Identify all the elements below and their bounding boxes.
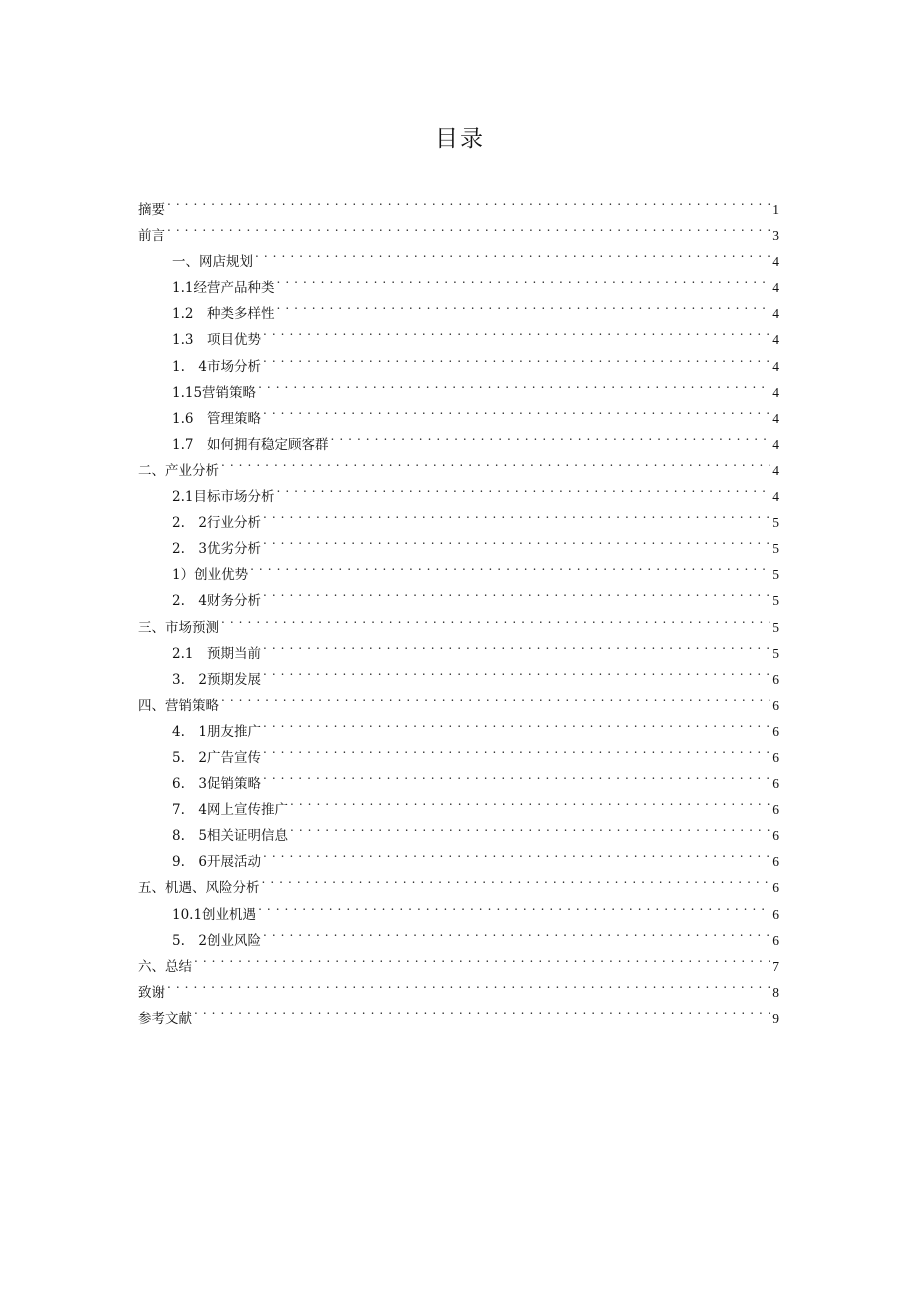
toc-entry-title: 5. 2创业风险 bbox=[172, 932, 261, 949]
toc-entry-title: 摘要 bbox=[138, 202, 165, 218]
toc-entry-title: 7. 4网上宣传推广 bbox=[172, 802, 288, 819]
toc-entry[interactable] bbox=[138, 997, 779, 1027]
toc-entry-page-number: 8 bbox=[772, 984, 779, 1000]
toc-entry-title: 五、机遇、风险分析 bbox=[138, 880, 260, 897]
toc-dot-leader bbox=[263, 527, 770, 553]
toc-dot-leader bbox=[263, 632, 770, 658]
toc-dot-leader bbox=[258, 371, 770, 397]
toc-entry-page-number: 5 bbox=[772, 619, 779, 635]
toc-entry-title: 2. 2行业分析 bbox=[172, 515, 261, 532]
toc-entry-title: 一、网店规划 bbox=[172, 254, 253, 271]
toc-entry-title: 8. 5相关证明信息 bbox=[172, 828, 288, 845]
toc-entry-page-number: 6 bbox=[772, 776, 779, 792]
toc-dot-leader bbox=[263, 345, 770, 371]
toc-dot-leader bbox=[221, 606, 770, 632]
toc-dot-leader bbox=[167, 971, 770, 997]
toc-dot-leader bbox=[258, 893, 770, 919]
toc-entry-title: 前言 bbox=[138, 228, 165, 245]
toc-entry-title: 10.1创业机遇 bbox=[172, 906, 257, 923]
toc-dot-leader bbox=[221, 684, 770, 710]
toc-entry-page-number: 4 bbox=[772, 489, 779, 505]
toc-dot-leader bbox=[290, 788, 770, 814]
toc-dot-leader bbox=[263, 397, 770, 423]
toc-entry[interactable] bbox=[138, 606, 779, 636]
toc-entry[interactable] bbox=[138, 240, 779, 271]
toc-entry[interactable] bbox=[138, 971, 779, 1001]
toc-entry-title: 1. 4市场分析 bbox=[172, 358, 261, 375]
toc-entry-title: 1.3 项目优势 bbox=[172, 332, 261, 349]
toc-title: 目录 bbox=[435, 126, 485, 152]
toc-entry-title: 三、市场预测 bbox=[138, 619, 219, 636]
toc-dot-leader bbox=[276, 266, 770, 292]
toc-dot-leader bbox=[276, 475, 770, 501]
toc-entry-page-number: 4 bbox=[772, 254, 779, 270]
toc-entry-page-number: 4 bbox=[772, 462, 779, 478]
toc-dot-leader bbox=[167, 214, 770, 240]
toc-entry-page-number: 6 bbox=[772, 854, 779, 870]
toc-entry-page-number: 6 bbox=[772, 906, 779, 922]
toc-dot-leader bbox=[276, 292, 770, 318]
toc-dot-leader bbox=[263, 658, 770, 684]
toc-entry-page-number: 4 bbox=[772, 306, 779, 322]
toc-entry-page-number: 7 bbox=[772, 958, 779, 974]
toc-entry-page-number: 6 bbox=[772, 723, 779, 739]
toc-dot-leader bbox=[221, 449, 770, 475]
toc-entry-title: 四、营销策略 bbox=[138, 697, 219, 714]
table-of-contents bbox=[138, 188, 779, 1027]
toc-entry-title: 1.15营销策略 bbox=[172, 384, 257, 401]
toc-entry-title: 2.1 预期当前 bbox=[172, 645, 261, 662]
toc-entry[interactable] bbox=[138, 475, 779, 506]
toc-dot-leader bbox=[167, 188, 770, 214]
toc-entry-page-number: 4 bbox=[772, 436, 779, 452]
toc-entry-title: 六、总结 bbox=[138, 958, 192, 975]
toc-entry-title: 2. 4财务分析 bbox=[172, 593, 261, 610]
toc-entry-title: 9. 6开展活动 bbox=[172, 854, 261, 871]
toc-entry-page-number: 5 bbox=[772, 567, 779, 583]
toc-dot-leader bbox=[255, 240, 770, 266]
toc-entry-title: 1.1经营产品种类 bbox=[172, 280, 275, 297]
toc-dot-leader bbox=[262, 866, 771, 892]
toc-entry-page-number: 5 bbox=[772, 593, 779, 609]
toc-entry-title: 1）创业优势 bbox=[172, 567, 249, 584]
toc-entry-page-number: 6 bbox=[772, 697, 779, 713]
toc-entry-title: 参考文献 bbox=[138, 1010, 192, 1027]
toc-entry-title: 3. 2预期发展 bbox=[172, 671, 261, 688]
toc-dot-leader bbox=[250, 553, 770, 579]
toc-entry-page-number: 4 bbox=[772, 332, 779, 348]
toc-dot-leader bbox=[194, 945, 770, 971]
toc-dot-leader bbox=[290, 814, 770, 840]
toc-entry-title: 致谢 bbox=[138, 984, 165, 1001]
toc-entry-title: 1.6 管理策略 bbox=[172, 410, 261, 427]
toc-entry-page-number: 6 bbox=[772, 932, 779, 948]
toc-dot-leader bbox=[263, 919, 770, 945]
toc-entry-page-number: 9 bbox=[772, 1010, 779, 1026]
toc-entry-page-number: 6 bbox=[772, 749, 779, 765]
toc-entry-page-number: 5 bbox=[772, 645, 779, 661]
toc-entry-page-number: 5 bbox=[772, 541, 779, 557]
toc-dot-leader bbox=[194, 997, 770, 1023]
toc-dot-leader bbox=[330, 423, 770, 449]
toc-entry-title: 5. 2广告宣传 bbox=[172, 749, 261, 766]
toc-entry-page-number: 3 bbox=[772, 228, 779, 244]
toc-entry[interactable] bbox=[138, 214, 779, 245]
toc-dot-leader bbox=[263, 710, 770, 736]
toc-entry[interactable] bbox=[138, 945, 779, 975]
toc-dot-leader bbox=[263, 736, 770, 762]
toc-entry-page-number: 6 bbox=[772, 880, 779, 896]
toc-entry-title: 6. 3促销策略 bbox=[172, 776, 261, 793]
toc-entry-title: 1.7 如何拥有稳定顾客群 bbox=[172, 436, 329, 453]
toc-dot-leader bbox=[263, 501, 770, 527]
toc-entry-page-number: 4 bbox=[772, 358, 779, 374]
toc-entry-page-number: 6 bbox=[772, 828, 779, 844]
toc-entry[interactable] bbox=[138, 710, 779, 740]
toc-entry-page-number: 4 bbox=[772, 410, 779, 426]
toc-entry[interactable] bbox=[138, 632, 779, 662]
toc-entry[interactable] bbox=[138, 449, 779, 479]
toc-entry-page-number: 5 bbox=[772, 515, 779, 531]
toc-entry-page-number: 6 bbox=[772, 802, 779, 818]
toc-entry-page-number: 1 bbox=[772, 202, 779, 217]
toc-dot-leader bbox=[263, 318, 770, 344]
toc-dot-leader bbox=[263, 762, 770, 788]
toc-entry-title: 2.1目标市场分析 bbox=[172, 489, 275, 506]
toc-entry-page-number: 4 bbox=[772, 280, 779, 296]
toc-entry-title: 2. 3优劣分析 bbox=[172, 541, 261, 558]
toc-entry-title: 1.2 种类多样性 bbox=[172, 306, 275, 323]
toc-dot-leader bbox=[263, 840, 770, 866]
toc-entry-title: 二、产业分析 bbox=[138, 462, 219, 479]
toc-entry[interactable] bbox=[138, 684, 779, 714]
toc-entry[interactable] bbox=[138, 188, 779, 218]
toc-entry-page-number: 4 bbox=[772, 384, 779, 400]
toc-entry-page-number: 6 bbox=[772, 671, 779, 687]
toc-dot-leader bbox=[263, 579, 770, 605]
toc-entry-title: 4. 1朋友推广 bbox=[172, 723, 261, 740]
